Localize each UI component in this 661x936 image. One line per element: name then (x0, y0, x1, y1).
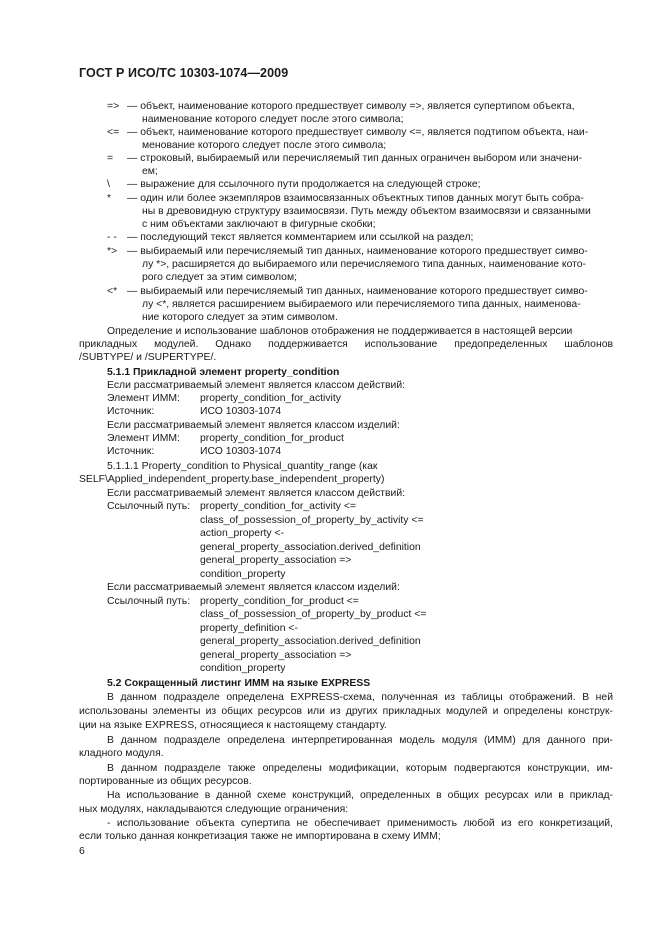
condition-line: Если рассматриваемый элемент является классом изделий: (107, 582, 400, 593)
symbol-def-line: ны в древовидную структуру взаимосвязи. Путь между объектом взаимосвязи и связанными (142, 206, 591, 217)
paragraph-line: Определение и использование шаблонов отображения не поддерживается в настоящей версии (107, 326, 573, 337)
path-line: property_condition_for_product <= (200, 596, 359, 607)
symbol: <= (107, 127, 120, 138)
paragraph-line: В данном подразделе также определены модификации, которым подвергаются конструкции, им- (107, 763, 613, 774)
imm-value: property_condition_for_activity (200, 393, 341, 404)
symbol: \ (107, 179, 110, 190)
section-heading-5-2: 5.2 Сокращенный листинг ИММ на языке EXPRESS (107, 678, 371, 689)
paragraph-line: /SUBTYPE/ и /SUPERTYPE/. (79, 352, 217, 363)
path-line: condition_property (200, 663, 286, 674)
condition-line: Если рассматриваемый элемент является классом изделий: (107, 420, 400, 431)
paragraph-line: В данном подразделе определена интерпретированная модель модуля (ИММ) для данного при- (107, 735, 613, 746)
section-heading-5-1-1-1-cont: SELF\Applied_independent_property.base_independent_property) (79, 474, 385, 485)
symbol-def-line: — объект, наименование которого предшествует символу =>, является супертипом объекта, (127, 101, 575, 112)
path-line: general_property_association => (200, 555, 352, 566)
paragraph-line: кладного модуля. (79, 748, 164, 759)
path-label: Ссылочный путь: (107, 501, 191, 512)
path-label: Ссылочный путь: (107, 596, 191, 607)
symbol: <* (107, 286, 118, 297)
symbol-def-line: — выражение для ссылочного пути продолжается на следующей строке; (127, 179, 481, 190)
symbol: *> (107, 246, 118, 257)
symbol-def-line: — строковый, выбираемый или перечисляемый тип данных ограничен выбором или значени- (127, 153, 583, 164)
symbol-def-line: рого следует за этим символом; (142, 272, 297, 283)
symbol-def-line: лу <*, является расширением выбираемого или перечисляемого типа данных, наименова- (142, 299, 581, 310)
path-line: action_property <- (200, 528, 285, 539)
page-number: 6 (79, 846, 85, 857)
list-item-line: если только данная конкретизация также не импортирована в схему ИММ; (79, 831, 441, 842)
document-header: ГОСТ Р ИСО/ТС 10303-1074—2009 (79, 66, 289, 80)
path-line: class_of_possession_of_property_by_activity <= (200, 515, 424, 526)
list-item-line: - использование объекта супертипа не обеспечивает применимость любой из его конкретизаций, (107, 818, 613, 829)
symbol-def-line: ние которого следует за этим символом. (142, 312, 338, 323)
symbol-def-line: — выбираемый или перечисляемый тип данных, наименование которого предшествует симво- (127, 286, 588, 297)
symbol-def-line: с ним объектами заключают в фигурные скобки; (142, 219, 376, 230)
symbol: - - (107, 232, 117, 243)
symbol-def-line: менование которого следует после этого символа; (142, 140, 387, 151)
symbol-def-line: — выбираемый или перечисляемый тип данных, наименование которого предшествует симво- (127, 246, 588, 257)
condition-line: Если рассматриваемый элемент является классом действий: (107, 380, 406, 391)
symbol-def-line: — один или более экземпляров взаимосвязанных объектных типов данных могут быть собра- (127, 193, 584, 204)
path-line: general_property_association.derived_definition (200, 636, 421, 647)
paragraph-line: ных модулях, накладываются следующие ограничения: (79, 804, 349, 815)
paragraph-line: В данном подразделе определена EXPRESS-схема, полученная из таблицы отображений. В ней (107, 692, 613, 703)
source-value: ИСО 10303-1074 (200, 406, 282, 417)
paragraph-line: На использование в данной схеме конструкций, определенных в общих ресурсах или в приклад- (107, 790, 613, 801)
section-heading-5-1-1-1: 5.1.1.1 Property_condition to Physical_quantity_range (как (107, 461, 378, 472)
condition-line: Если рассматриваемый элемент является классом действий: (107, 488, 406, 499)
paragraph-line: портированные из общих ресурсов. (79, 776, 252, 787)
symbol: => (107, 101, 120, 112)
section-heading-5-1-1: 5.1.1 Прикладной элемент property_condition (107, 367, 340, 378)
path-line: general_property_association.derived_definition (200, 542, 421, 553)
imm-value: property_condition_for_product (200, 433, 344, 444)
imm-label: Элемент ИММ: (107, 393, 180, 404)
symbol-def-line: ем; (142, 166, 158, 177)
path-line: class_of_possession_of_property_by_product <= (200, 609, 427, 620)
source-value: ИСО 10303-1074 (200, 446, 282, 457)
source-label: Источник: (107, 446, 155, 457)
paragraph-line: прикладных модулей. Однако поддерживается использование предопределенных шаблонов (79, 339, 613, 350)
symbol: * (107, 193, 112, 204)
source-label: Источник: (107, 406, 155, 417)
paragraph-line: ции на языке EXPRESS, относящиеся к настоящему стандарту. (79, 720, 387, 731)
symbol-def-line: — последующий текст является комментарием или ссылкой на раздел; (127, 232, 474, 243)
paragraph-line: использованы элементы из общих ресурсов или из других прикладных модулей и определены конструк- (79, 706, 613, 717)
path-line: condition_property (200, 569, 286, 580)
symbol: = (107, 153, 114, 164)
imm-label: Элемент ИММ: (107, 433, 180, 444)
path-line: general_property_association => (200, 650, 352, 661)
symbol-def-line: лу *>, расширяется до выбираемого или перечисляемого типа данных, наименование кото- (142, 259, 587, 270)
symbol-def-line: — объект, наименование которого предшествует символу <=, является подтипом объекта, наи- (127, 127, 589, 138)
path-line: property_condition_for_activity <= (200, 501, 356, 512)
symbol-def-line: наименование которого следует после этого символа; (142, 114, 404, 125)
path-line: property_definition <- (200, 623, 298, 634)
